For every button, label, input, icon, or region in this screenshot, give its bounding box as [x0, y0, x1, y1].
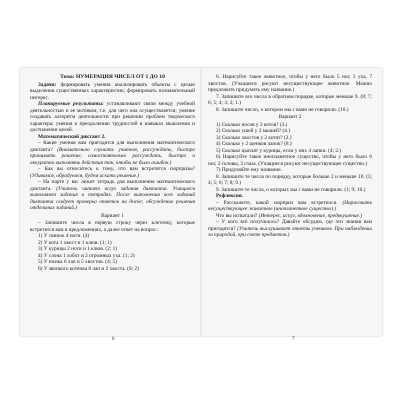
task-order: 8. Запишите те числа по порядку, которые больше 2 и меньше 10. (3; 4; 5; 6; 7; 8; 9.) [208, 173, 372, 186]
list-item: 5) У ежика 6 лап и 5 хвостов. (4; 5) [38, 259, 117, 265]
list-item: 5) Сколько цыплят у курицы, если у них 4 лапки. (4; 2.) [216, 147, 342, 154]
planned-results-paragraph [30, 101, 195, 134]
list-item: 4) У слона 1 хобот и 2 огромных уха. (1; 2) [38, 252, 135, 259]
reflection-q1-text: – Расскажите, какой сюрприз вам встретился. [216, 199, 338, 206]
task-9: 9. Запишите те числа, о которых мы с вами не говорили. (1; 9; 10.) [216, 186, 366, 193]
book-spread [20, 68, 382, 342]
variant-1-heading: Вариант 1 [101, 212, 124, 219]
book-gutter [200, 68, 202, 336]
question-2-text: – Как вы относитесь к тому, что вам встретятся сюрпризы? [38, 166, 195, 172]
variant-2-heading: Вариант 2 [278, 114, 302, 120]
answer-1-text: (Внимательно слушать учителя, рассуждать, быстро принимать решение, самостоятельно рассуждать, быстро и аккуратно выполнять действия так, чтобы не было ошибок.) [30, 146, 196, 166]
list-item: 2) Сколько ушей у 2 мышей? (4.) [216, 128, 291, 134]
dictation-question-3 [30, 179, 195, 212]
variant-1-intro: – Запишите числа в первую строку через клеточку, которые встретятся вам в предложениях, а далее ответ на вопрос: [30, 220, 195, 233]
dictation-question-2 [30, 166, 195, 179]
right-page [208, 74, 372, 330]
left-page [30, 74, 195, 330]
answer-3-text: (Учитель читает вслух задания диктанта. Учащиеся выполняют задания в тетрадях. После выполнения всех заданий диктанта следует проверка ответов на доске; обсуждение решения отдельных заданий.) [30, 185, 195, 211]
reflection-title: Рефлексия. [216, 193, 243, 199]
list-item: 2) У кота 1 хвост и 1 клюв. (1; 1) [38, 239, 112, 246]
page-number-right: 7 [292, 337, 295, 342]
list-item: 4) Сколько у 2 щенков лапок? (8.) [216, 141, 292, 147]
list-item: 3) У курицы 2 ноги и 1 клюв. (2; 1) [38, 246, 118, 252]
planned-results-label: Планируемые результаты: [38, 101, 104, 107]
reflection-a3-text: (Учитель выслушивает ответы учеников. При наблюдении за природой, при счете предметов.) [208, 225, 373, 238]
reflection-q3-text: – У кого всё получилось? Давайте обсудим, где эти знания вам пригодятся? [208, 219, 372, 232]
tasks-label: Задачи: [38, 81, 57, 88]
list-item: 1) У свинок 4 ноги. (4) [38, 233, 90, 239]
tasks-text: формировать умения анализировать объекты с целью выделения существенных характеристик; формировать познавательный интерес. [30, 81, 195, 101]
task-7: 7. Запишите все числа в обратном порядке, которые меньше 9. (8; 7; 6; 5; 4; 3; 2; 1.) [208, 93, 372, 106]
reflection-question-3 [208, 219, 372, 239]
list-item: 3) Сколько хвостов у 2 котят? (2.) [216, 134, 292, 141]
list-item: 6) Нарисуйте такое инопланетное существо, чтобы у него было 6 ног, 2 головы, 3 глаза. (Учащиеся рисуют несуществующее существо.) [208, 154, 372, 167]
reflection-a1-text: (Нарисовать несуществующее животное (инопланетное существо).) [208, 199, 372, 212]
reflection-a2-text: (Интерес, испуг, вдохновение, предвкушение.) [258, 212, 362, 219]
tasks-paragraph [30, 82, 195, 102]
question-3-text: – На парте у вас лежит тетрадь для выполнения математического диктанта. [30, 179, 195, 192]
list-item: 1) Сколько носов у 3 котов? (3.) [216, 121, 288, 128]
task-8: 8. Запишите число, о котором мы с вами не говорили. (10.) [216, 106, 349, 113]
answer-2-text: (Удивимся, обрадуемся, будем искать решение.) [30, 172, 140, 179]
list-item: 6) У звонкого котенка 8 лап и 2 хвоста. (8; 2) [38, 265, 139, 272]
lesson-title: Тема: НУМЕРАЦИЯ ЧИСЕЛ ОТ 1 ДО 10 [60, 74, 165, 80]
planned-results-text: устанавливают связи между учебной деятельностью и ее мотивом, т.е. для чего она осуществляется; умение создавать алгоритм деятельности при решении проблем творческого характера; умения к преодолению трудностей в навыках мышления и достижении целей. [30, 101, 195, 133]
reflection-question-1 [208, 200, 372, 213]
reflection-q2-text: Что вы испытали? [216, 212, 258, 219]
question-1-text: – Какие умения вам пригодятся для выполнения математического диктанта? [30, 140, 195, 153]
list-item: 7) Придумайте ему название. [216, 167, 282, 173]
dictation-title: Математический диктант 2. [38, 133, 106, 140]
dictation-question-1 [30, 140, 195, 166]
page-number-left: 6 [112, 337, 115, 342]
task-6: 6. Нарисуйте такое животное, чтобы у него было 5 ног, 3 уха, 7 хвостов. (Учащиеся рисуют несуществующее животное. Можно предложить придумать ему название.) [208, 74, 372, 93]
